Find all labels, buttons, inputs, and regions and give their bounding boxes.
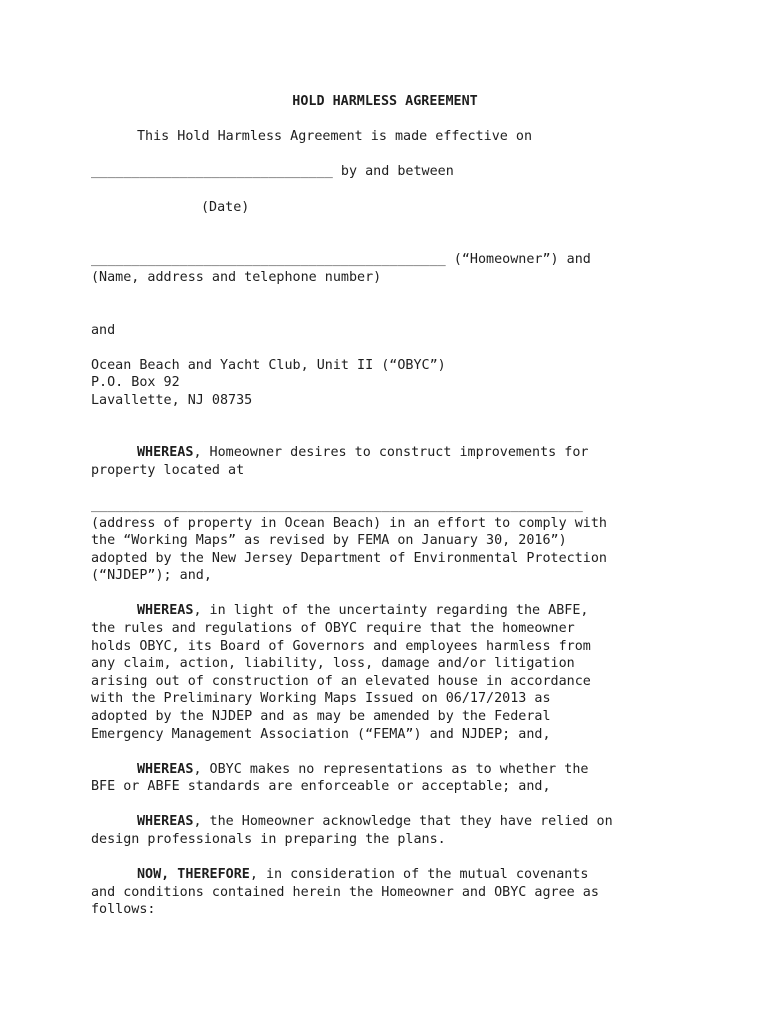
now-therefore-line3: follows: [91, 902, 156, 917]
intro-line: This Hold Harmless Agreement is made effective on [137, 129, 533, 144]
whereas3-line2: BFE or ABFE standards are enforceable or acceptable; and, [91, 779, 551, 794]
whereas2-line6: with the Preliminary Working Maps Issued on 06/17/2013 as [91, 691, 551, 706]
whereas2-line5: arising out of construction of an elevated house in accordance [91, 674, 591, 689]
whereas2-line2: the rules and regulations of OBYC require that the homeowner [91, 621, 575, 636]
whereas4-line1 [137, 813, 613, 831]
whereas2-line7: adopted by the NJDEP and as may be amended by the Federal [91, 709, 551, 724]
homeowner-label: (Name, address and telephone number) [91, 270, 382, 285]
whereas3-line1 [137, 761, 588, 779]
whereas1-line1 [137, 444, 588, 462]
whereas1-line7: (“NJDEP”); and, [91, 568, 212, 583]
now-therefore-rest: , in consideration of the mutual covenants [249, 867, 589, 882]
whereas1-line4: (address of property in Ocean Beach) in an effort to comply with [91, 516, 607, 531]
homeowner-blank-line: ____________________________________________ (“Homeowner”) and [91, 252, 591, 267]
whereas1-rest: , Homeowner desires to construct improvements for [193, 445, 589, 460]
and-word: and [91, 323, 116, 338]
whereas1-line5: the “Working Maps” as revised by FEMA on January 30, 2016”) [91, 533, 567, 548]
whereas1-line6: adopted by the New Jersey Department of Environmental Protection [91, 551, 607, 566]
whereas2-line4: any claim, action, liability, loss, damage and/or litigation [91, 656, 575, 671]
now-therefore-line1 [137, 866, 588, 884]
whereas3-rest: , OBYC makes no representations as to whether the [193, 762, 589, 777]
whereas2-rest: , in light of the uncertainty regarding the ABFE, [193, 603, 589, 618]
whereas1-keyword: WHEREAS [137, 445, 194, 460]
date-blank-line: ______________________________ by and between [91, 164, 454, 179]
whereas2-line3: holds OBYC, its Board of Governors and employees harmless from [91, 639, 591, 654]
document-title: HOLD HARMLESS AGREEMENT [292, 94, 478, 109]
now-therefore-keyword: NOW, THEREFORE [137, 867, 250, 882]
whereas4-keyword: WHEREAS [137, 814, 194, 829]
now-therefore-line2: and conditions contained herein the Homeowner and OBYC agree as [91, 885, 599, 900]
whereas3-keyword: WHEREAS [137, 762, 194, 777]
obyc-name: Ocean Beach and Yacht Club, Unit II (“OBYC”) [91, 358, 446, 373]
whereas4-line2: design professionals in preparing the plans. [91, 832, 446, 847]
obyc-po-box: P.O. Box 92 [91, 375, 180, 390]
date-label: (Date) [201, 200, 250, 215]
whereas2-line1 [137, 602, 588, 620]
obyc-city: Lavallette, NJ 08735 [91, 393, 253, 408]
property-address-blank: _____________________________________________________________ [91, 498, 583, 513]
whereas2-keyword: WHEREAS [137, 603, 194, 618]
whereas2-line8: Emergency Management Association (“FEMA”) and NJDEP; and, [91, 727, 551, 742]
whereas1-line2: property located at [91, 463, 245, 478]
whereas4-rest: , the Homeowner acknowledge that they have relied on [193, 814, 613, 829]
